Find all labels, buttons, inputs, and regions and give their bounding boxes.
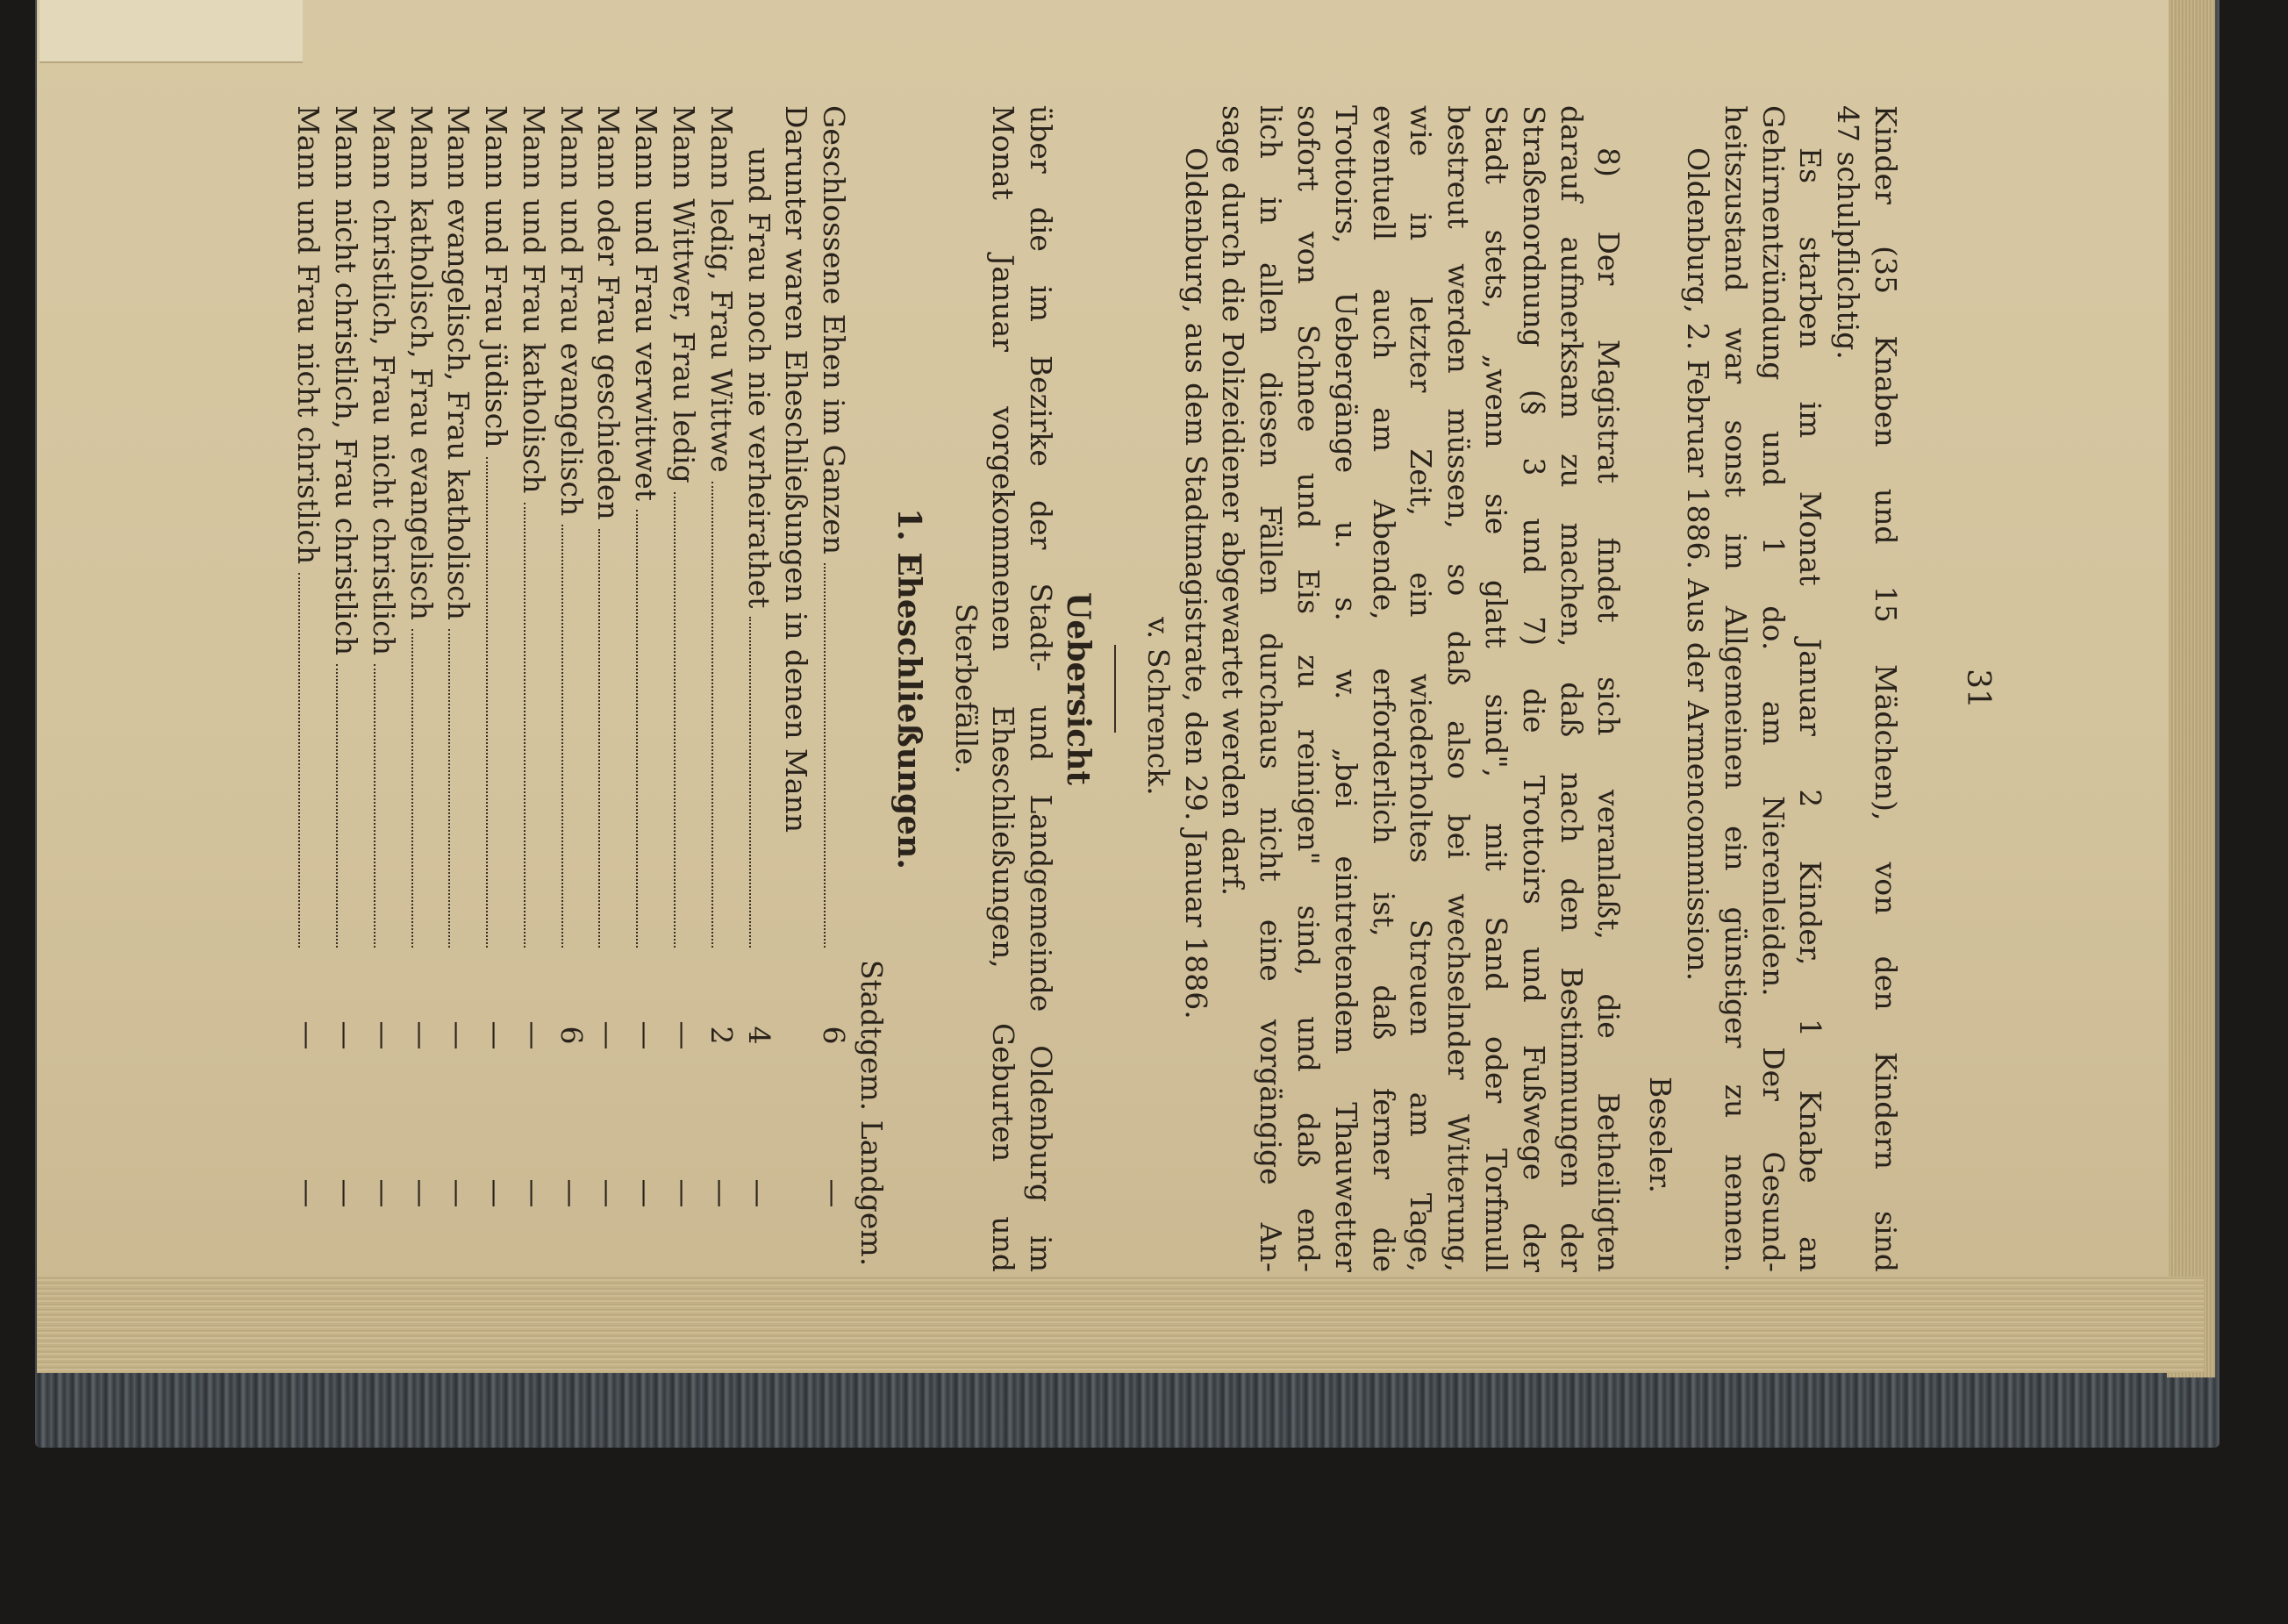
table-row — [402, 105, 440, 1272]
cell-stadtgem: — — [291, 1020, 326, 1050]
table-row — [664, 105, 702, 1272]
column-header-stadtgem: Stadtgem. — [854, 959, 890, 1112]
dot-leader — [524, 503, 526, 948]
dateline: Oldenburg, aus dem Stadtmagistrate, den 29. Januar 1886. — [1178, 147, 1213, 1019]
cell-stadtgem: — — [404, 1020, 439, 1050]
table-row — [476, 105, 514, 1272]
section-divider — [1114, 645, 1116, 733]
cell-stadtgem: — — [591, 1020, 626, 1050]
table-row — [326, 105, 364, 1272]
row-label: Mann Wittwer, Frau ledig — [667, 105, 702, 483]
page-block-edge — [37, 1277, 2204, 1373]
column-header-landgem: Landgem. — [854, 1120, 890, 1267]
row-label: Mann oder Frau geschieden — [591, 105, 626, 520]
text-line: sofort von Schnee und Eis zu reinigen" sind, und daß end- — [1291, 105, 1326, 1272]
table-row — [702, 105, 740, 1272]
row-label: Geschlossene Ehen im Ganzen — [817, 105, 852, 555]
row-label: Mann nicht christlich, Frau christlich — [328, 105, 363, 656]
text-line: Trottoirs, Uebergänge u. s. w. „bei eintretendem Thauwetter — [1328, 105, 1363, 1272]
cell-landgem: — — [817, 1178, 852, 1208]
cell-stadtgem: 4 — [741, 1026, 776, 1045]
cell-landgem: — — [441, 1178, 476, 1208]
row-label: Mann katholisch, Frau evangelisch — [404, 105, 439, 620]
cell-landgem: — — [554, 1178, 589, 1208]
table-row — [777, 105, 815, 1272]
signature: v. Schrenck. — [1140, 617, 1176, 796]
dot-leader — [636, 510, 638, 948]
dot-leader — [599, 529, 601, 948]
dot-leader — [824, 563, 826, 948]
cell-stadtgem: 2 — [704, 1026, 739, 1045]
dot-leader — [561, 525, 563, 948]
dot-leader — [674, 492, 676, 948]
cell-stadtgem: — — [667, 1020, 702, 1050]
dot-leader — [448, 629, 450, 948]
table-row — [627, 105, 665, 1272]
paragraph-magistrate-notice — [1139, 105, 1627, 1272]
dot-leader — [711, 482, 713, 948]
text-line: über die im Bezirke der Stadt- und Landgemeinde Oldenburg im — [1024, 105, 1059, 1272]
text-line: bestreut werden müssen, so daß also bei wechselnder Witterung, — [1441, 105, 1476, 1272]
cell-stadtgem: — — [441, 1020, 476, 1050]
text-line: eventuell auch am Abende, erforderlich ist, daß ferner die — [1366, 105, 1401, 1272]
dot-leader — [411, 629, 413, 948]
cell-landgem: — — [516, 1178, 551, 1208]
table-row — [289, 105, 326, 1272]
table-row — [552, 105, 590, 1272]
table-row — [590, 105, 627, 1272]
text-line: Monat Januar vorgekommenen Eheschließungen, Geburten und — [986, 105, 1021, 1272]
row-label: Mann und Frau jüdisch — [479, 105, 514, 448]
cell-stadtgem: — — [629, 1020, 664, 1050]
row-label: Darunter waren Eheschließungen in denen Mann — [779, 105, 814, 833]
text-line: wie in letzter Zeit, ein wiederholtes Streuen am Tage, — [1404, 105, 1439, 1272]
text-line: Es starben im Monat Januar 2 Kinder, 1 Knabe an — [1793, 147, 1828, 1272]
table-row — [514, 105, 552, 1272]
cell-stadtgem: — — [328, 1020, 363, 1050]
text-line: darauf aufmerksam zu machen, daß nach den Bestimmungen der — [1554, 105, 1589, 1272]
previous-page-corner — [39, 0, 303, 63]
text-line: 47 schulpflichtig. — [1831, 105, 1866, 360]
row-label: Mann evangelisch, Frau katholisch — [441, 105, 476, 620]
dot-leader — [486, 457, 488, 948]
cell-landgem: — — [667, 1178, 702, 1208]
cell-landgem: — — [404, 1178, 439, 1208]
page-text-rotated — [250, 105, 1996, 1272]
row-label: Mann und Frau katholisch — [516, 105, 551, 494]
row-label: Mann ledig, Frau Wittwe — [704, 105, 739, 473]
cell-landgem: — — [479, 1178, 514, 1208]
dot-leader — [298, 573, 300, 948]
section-title: Uebersicht — [1060, 591, 1098, 785]
cell-stadtgem: 6 — [554, 1026, 589, 1045]
text-line: 8) Der Magistrat findet sich veranlaßt, die Betheiligten — [1591, 147, 1627, 1272]
cell-landgem: — — [704, 1178, 739, 1208]
text-line: Kinder (35 Knaben und 15 Mädchen), von den Kindern sind — [1869, 105, 1903, 1272]
dot-leader — [336, 664, 338, 948]
cell-landgem: — — [741, 1178, 776, 1208]
row-label: Mann und Frau nicht christlich — [291, 105, 326, 565]
row-label: Mann und Frau evangelisch — [554, 105, 589, 517]
cell-stadtgem: — — [479, 1020, 514, 1050]
table-row — [364, 105, 402, 1272]
page-number: 31 — [1960, 669, 1996, 709]
marriage-table — [289, 105, 890, 1272]
cell-landgem: — — [591, 1178, 626, 1208]
text-line: Sterbefälle. — [948, 603, 983, 775]
table-row — [740, 105, 777, 1272]
page-body — [289, 105, 1904, 1272]
text-line: Stadt stets, „wenn sie glatt sind", mit Sand oder Torfmull — [1479, 105, 1514, 1272]
cell-landgem: — — [291, 1178, 326, 1208]
paragraph-deaths — [1641, 105, 1828, 1272]
text-line: Straßenordnung (§ 3 und 7) die Trottoirs und Fußwege der — [1516, 105, 1551, 1272]
dateline: Oldenburg, 2. Februar 1886. Aus der Armencommission. — [1681, 147, 1716, 982]
cell-landgem: — — [328, 1178, 363, 1208]
table-body — [289, 105, 852, 1272]
dot-leader — [374, 664, 375, 948]
section-subtitle — [947, 105, 1059, 1272]
row-label: Mann christlich, Frau nicht christlich — [366, 105, 401, 656]
dot-leader — [749, 617, 751, 948]
row-label: und Frau noch nie verheirathet — [741, 147, 776, 609]
table-row — [814, 105, 852, 1272]
subsection-heading: 1. Eheschließungen. — [890, 508, 927, 869]
text-line: sage durch die Polizeidiener abgewartet werden darf. — [1216, 105, 1251, 897]
page-stack-edge — [2167, 0, 2215, 1377]
cell-stadtgem: — — [366, 1020, 401, 1050]
cell-landgem: — — [629, 1178, 664, 1208]
table-row — [440, 105, 477, 1272]
row-label: Mann und Frau verwittwet — [629, 105, 664, 501]
text-line: heitszustand war sonst im Allgemeinen ein günstiger zu nennen. — [1718, 105, 1753, 1272]
cell-landgem: — — [366, 1178, 401, 1208]
text-line: lich in allen diesen Fällen durchaus nicht eine vorgängige An- — [1254, 105, 1289, 1272]
paragraph-children-count — [1828, 105, 1904, 1272]
signature: Beseler. — [1643, 1077, 1678, 1193]
text-line: Gehirnentzündung und 1 do. am Nierenleiden. Der Gesund- — [1755, 105, 1791, 1272]
cell-stadtgem: 6 — [817, 1026, 852, 1045]
cell-stadtgem: — — [516, 1020, 551, 1050]
table-header — [852, 105, 890, 1272]
